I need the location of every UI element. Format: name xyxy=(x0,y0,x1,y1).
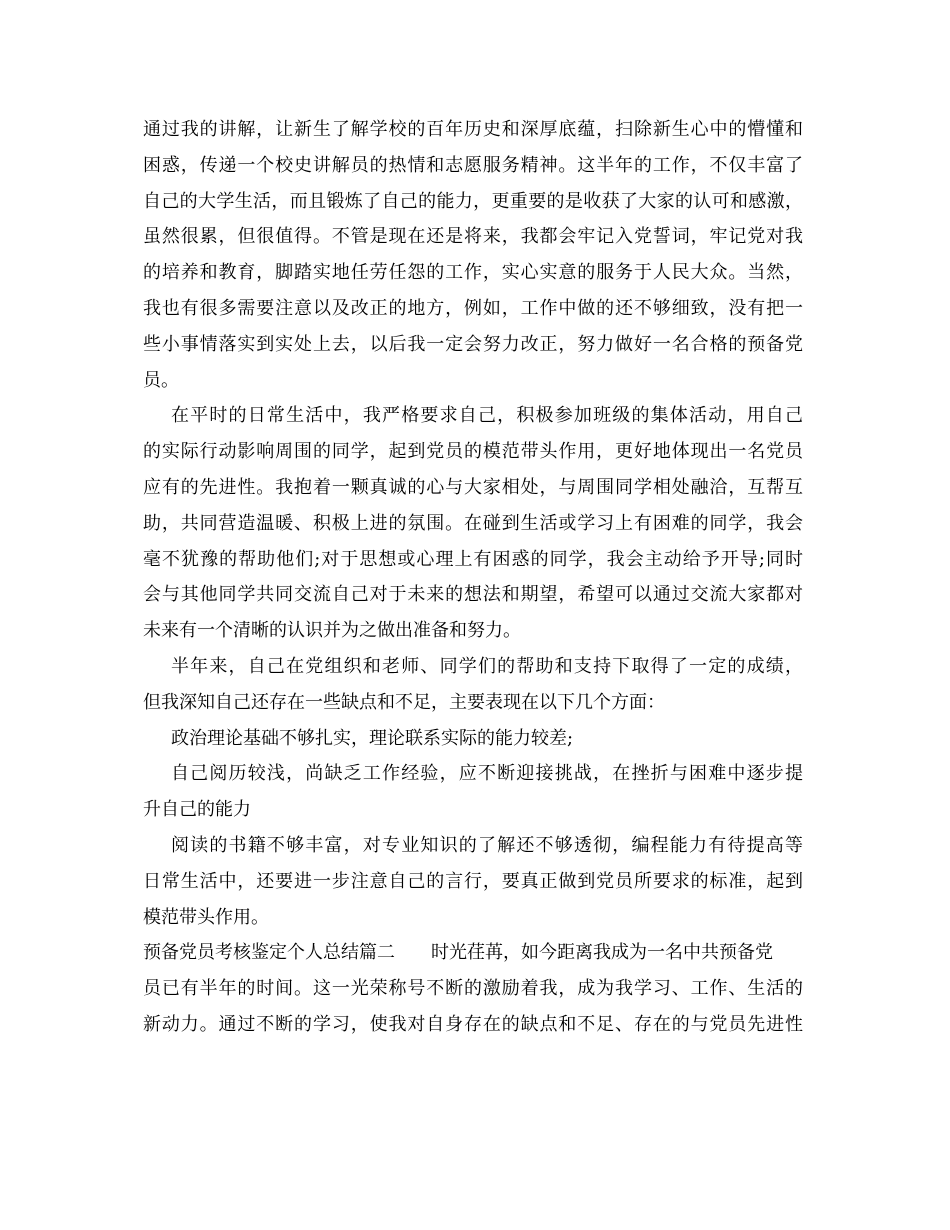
text-line: 员已有半年的时间。这一光荣称号不断的激励着我，成为我学习、工作、生活的 xyxy=(143,978,803,1000)
text-line: 虽然很累，但很值得。不管是现在还是将来，我都会牢记入党誓词，牢记党对我 xyxy=(143,226,803,248)
text-line: 困惑，传递一个校史讲解员的热情和志愿服务精神。这半年的工作，不仅丰富了 xyxy=(143,154,803,176)
paragraph-first-line: 在平时的日常生活中，我严格要求自己，积极参加班级的集体活动，用自己 xyxy=(171,405,803,427)
text-line: 模范带头作用。 xyxy=(143,906,269,928)
text-line: 员。 xyxy=(143,369,179,391)
text-line: 日常生活中，还要进一步注意自己的言行，要真正做到党员所要求的标准，起到 xyxy=(143,870,803,892)
text-line: 我也有很多需要注意以及改正的地方，例如，工作中做的还不够细致，没有把一 xyxy=(143,297,803,319)
text-line: 新动力。通过不断的学习，使我对自身存在的缺点和不足、存在的与党员先进性 xyxy=(143,1013,803,1035)
text-line: 未来有一个清晰的认识并为之做出准备和努力。 xyxy=(143,620,521,642)
text-line: 自己的大学生活，而且锻炼了自己的能力，更重要的是收获了大家的认可和感激， xyxy=(143,190,803,212)
text-line: 应有的先进性。我抱着一颗真诚的心与大家相处，与周围同学相处融洽，互帮互 xyxy=(143,476,803,498)
document-body xyxy=(143,112,803,1043)
list-item: 自己阅历较浅，尚缺乏工作经验，应不断迎接挑战，在挫折与困难中逐步提 xyxy=(171,763,803,785)
text-line: 升自己的能力 xyxy=(143,799,251,821)
text-line: 的培养和教育，脚踏实地任劳任怨的工作，实心实意的服务于人民大众。当然， xyxy=(143,262,803,284)
text-line: 些小事情落实到实处上去，以后我一定会努力改正，努力做好一名合格的预备党 xyxy=(143,333,803,355)
text-line: 助，共同营造温暖、积极上进的氛围。在碰到生活或学习上有困难的同学，我会 xyxy=(143,512,803,534)
text-line: 通过我的讲解，让新生了解学校的百年历史和深厚底蕴，扫除新生心中的懵懂和 xyxy=(143,119,803,140)
text-line: 的实际行动影响周围的同学，起到党员的模范带头作用，更好地体现出一名党员 xyxy=(143,441,803,463)
list-item: 阅读的书籍不够丰富，对专业知识的了解还不够透彻，编程能力有待提高等 xyxy=(171,834,803,856)
list-item: 政治理论基础不够扎实，理论联系实际的能力较差; xyxy=(171,727,574,749)
text-line: 但我深知自己还存在一些缺点和不足，主要表现在以下几个方面： xyxy=(143,691,665,713)
paragraph-first-line: 半年来，自己在党组织和老师、同学们的帮助和支持下取得了一定的成绩， xyxy=(171,655,803,677)
text-line: 毫不犹豫的帮助他们;对于思想或心理上有困惑的同学，我会主动给予开导;同时 xyxy=(143,548,803,570)
heading-continuation: 时光荏苒，如今距离我成为一名中共预备党 xyxy=(431,942,773,964)
text-line: 会与其他同学共同交流自己对于未来的想法和期望，希望可以通过交流大家都对 xyxy=(143,584,803,606)
section-heading-line xyxy=(143,935,803,971)
section-heading: 预备党员考核鉴定个人总结篇二 xyxy=(143,942,395,964)
